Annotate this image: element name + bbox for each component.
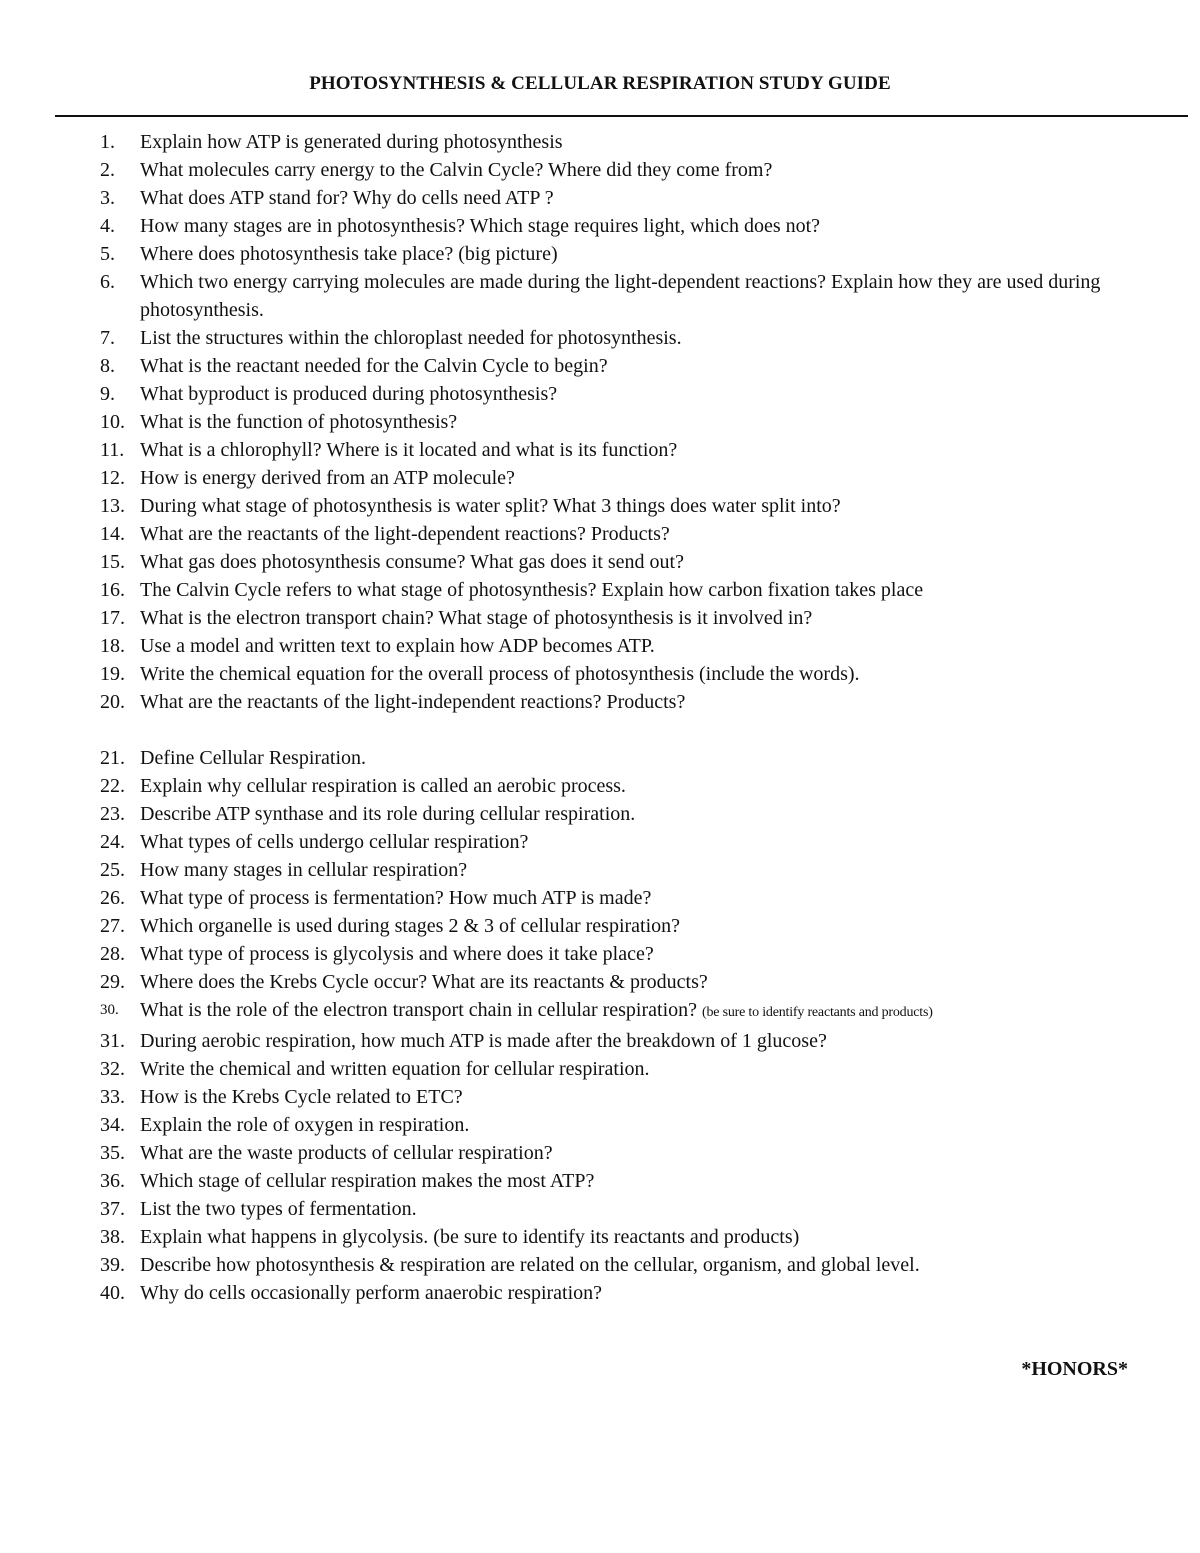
question-text: What are the waste products of cellular respiration? bbox=[140, 1142, 553, 1164]
honors-label: *HONORS* bbox=[1021, 1358, 1128, 1380]
question-list bbox=[100, 128, 1140, 1307]
question-item bbox=[100, 996, 1140, 1027]
question-item bbox=[100, 968, 1140, 996]
question-number: 6. bbox=[100, 271, 115, 293]
question-text: How is the Krebs Cycle related to ETC? bbox=[140, 1086, 463, 1108]
question-text: Describe how photosynthesis & respiration are related on the cellular, organism, and global level. bbox=[140, 1254, 920, 1276]
question-number: 16. bbox=[100, 579, 125, 601]
question-text: How is energy derived from an ATP molecule? bbox=[140, 467, 515, 489]
question-item bbox=[100, 856, 1140, 884]
respiration-section bbox=[100, 744, 1140, 1307]
question-number: 26. bbox=[100, 887, 125, 909]
question-number: 23. bbox=[100, 803, 125, 825]
question-main-text: What is the role of the electron transport chain in cellular respiration? bbox=[140, 999, 703, 1021]
page-title: PHOTOSYNTHESIS & CELLULAR RESPIRATION STUDY GUIDE bbox=[309, 73, 891, 94]
question-item bbox=[100, 352, 1140, 380]
question-number: 4. bbox=[100, 215, 115, 237]
question-number: 33. bbox=[100, 1086, 125, 1108]
question-item bbox=[100, 604, 1140, 632]
question-item bbox=[100, 492, 1140, 520]
question-text: During aerobic respiration, how much ATP is made after the breakdown of 1 glucose? bbox=[140, 1030, 827, 1052]
question-number: 15. bbox=[100, 551, 125, 573]
question-text: Explain how ATP is generated during photosynthesis bbox=[140, 131, 563, 153]
question-number: 40. bbox=[100, 1282, 125, 1304]
question-text: Explain the role of oxygen in respiration. bbox=[140, 1114, 470, 1136]
question-number: 31. bbox=[100, 1030, 125, 1052]
question-number: 27. bbox=[100, 915, 125, 937]
question-number: 29. bbox=[100, 971, 125, 993]
question-number: 20. bbox=[100, 691, 125, 713]
question-item bbox=[100, 1139, 1140, 1167]
question-text: List the two types of fermentation. bbox=[140, 1198, 417, 1220]
question-item bbox=[100, 1279, 1140, 1307]
question-item bbox=[100, 184, 1140, 212]
question-number: 36. bbox=[100, 1170, 125, 1192]
question-item bbox=[100, 772, 1140, 800]
question-item bbox=[100, 884, 1140, 912]
question-text: Describe ATP synthase and its role during cellular respiration. bbox=[140, 803, 636, 825]
question-text: Which organelle is used during stages 2 & 3 of cellular respiration? bbox=[140, 915, 681, 937]
question-number: 37. bbox=[100, 1198, 125, 1220]
question-text: What types of cells undergo cellular respiration? bbox=[140, 831, 529, 853]
title-divider bbox=[55, 115, 1188, 117]
question-item bbox=[100, 1083, 1140, 1111]
question-item bbox=[100, 576, 1140, 604]
question-number: 17. bbox=[100, 607, 125, 629]
question-number: 3. bbox=[100, 187, 115, 209]
question-number: 14. bbox=[100, 523, 125, 545]
question-item bbox=[100, 660, 1140, 688]
question-text: Why do cells occasionally perform anaerobic respiration? bbox=[140, 1282, 603, 1304]
question-text: What molecules carry energy to the Calvin Cycle? Where did they come from? bbox=[140, 159, 773, 181]
question-number: 2. bbox=[100, 159, 115, 181]
question-number: 32. bbox=[100, 1058, 125, 1080]
question-item bbox=[100, 380, 1140, 408]
question-number: 22. bbox=[100, 775, 125, 797]
photosynthesis-section bbox=[100, 128, 1140, 716]
question-number: 39. bbox=[100, 1254, 125, 1276]
question-item bbox=[100, 744, 1140, 772]
question-item bbox=[100, 912, 1140, 940]
question-text: What is the function of photosynthesis? bbox=[140, 411, 458, 433]
question-item bbox=[100, 1055, 1140, 1083]
question-item bbox=[100, 1251, 1140, 1279]
question-number: 13. bbox=[100, 495, 125, 517]
question-item bbox=[100, 240, 1140, 268]
question-item bbox=[100, 688, 1140, 716]
question-item bbox=[100, 828, 1140, 856]
question-text: Write the chemical equation for the overall process of photosynthesis (include the words). bbox=[140, 663, 860, 685]
question-item bbox=[100, 800, 1140, 828]
question-note: (be sure to identify reactants and products) bbox=[702, 1005, 933, 1020]
question-text: List the structures within the chloroplast needed for photosynthesis. bbox=[140, 327, 682, 349]
question-number: 28. bbox=[100, 943, 125, 965]
question-number: 35. bbox=[100, 1142, 125, 1164]
question-item bbox=[100, 1027, 1140, 1055]
question-item bbox=[100, 324, 1140, 352]
question-text: What type of process is fermentation? How much ATP is made? bbox=[140, 887, 652, 909]
question-item bbox=[100, 128, 1140, 156]
question-number: 24. bbox=[100, 831, 125, 853]
question-item bbox=[100, 1223, 1140, 1251]
question-number: 25. bbox=[100, 859, 125, 881]
question-text: How many stages in cellular respiration? bbox=[140, 859, 468, 881]
question-item bbox=[100, 520, 1140, 548]
question-text: Define Cellular Respiration. bbox=[140, 747, 367, 769]
question-text: Which stage of cellular respiration makes the most ATP? bbox=[140, 1170, 595, 1192]
question-text: Where does the Krebs Cycle occur? What are its reactants & products? bbox=[140, 971, 708, 993]
question-number: 7. bbox=[100, 327, 115, 349]
question-item bbox=[100, 632, 1140, 660]
question-number: 38. bbox=[100, 1226, 125, 1248]
question-item bbox=[100, 156, 1140, 184]
question-text: What does ATP stand for? Why do cells need ATP ? bbox=[140, 187, 554, 209]
question-number: 30. bbox=[100, 1002, 119, 1018]
question-text: What gas does photosynthesis consume? What gas does it send out? bbox=[140, 551, 684, 573]
question-text bbox=[140, 996, 1140, 1027]
question-number: 1. bbox=[100, 131, 115, 153]
question-number: 11. bbox=[100, 439, 125, 461]
question-number: 8. bbox=[100, 355, 115, 377]
question-text: What byproduct is produced during photosynthesis? bbox=[140, 383, 558, 405]
question-number: 10. bbox=[100, 411, 125, 433]
question-text: The Calvin Cycle refers to what stage of photosynthesis? Explain how carbon fixation takes place bbox=[140, 579, 924, 601]
question-item bbox=[100, 212, 1140, 240]
question-number: 5. bbox=[100, 243, 115, 265]
question-text: What is the electron transport chain? What stage of photosynthesis is it involved in? bbox=[140, 607, 813, 629]
question-text: During what stage of photosynthesis is water split? What 3 things does water split into? bbox=[140, 495, 841, 517]
question-number: 19. bbox=[100, 663, 125, 685]
section-spacer bbox=[100, 716, 1140, 744]
question-item bbox=[100, 268, 1140, 324]
question-item bbox=[100, 436, 1140, 464]
question-text: Explain why cellular respiration is called an aerobic process. bbox=[140, 775, 626, 797]
question-number: 34. bbox=[100, 1114, 125, 1136]
question-text: What is a chlorophyll? Where is it located and what is its function? bbox=[140, 439, 678, 461]
question-text: Write the chemical and written equation for cellular respiration. bbox=[140, 1058, 650, 1080]
question-text: How many stages are in photosynthesis? Which stage requires light, which does not? bbox=[140, 215, 821, 237]
question-text: Use a model and written text to explain how ADP becomes ATP. bbox=[140, 635, 655, 657]
question-item bbox=[100, 548, 1140, 576]
question-item bbox=[100, 1195, 1140, 1223]
question-item bbox=[100, 408, 1140, 436]
question-number: 18. bbox=[100, 635, 125, 657]
question-number: 12. bbox=[100, 467, 125, 489]
question-number: 21. bbox=[100, 747, 125, 769]
question-item bbox=[100, 1111, 1140, 1139]
question-text: What are the reactants of the light-independent reactions? Products? bbox=[140, 691, 686, 713]
question-number: 9. bbox=[100, 383, 115, 405]
question-text: What is the reactant needed for the Calvin Cycle to begin? bbox=[140, 355, 608, 377]
question-item bbox=[100, 464, 1140, 492]
question-item bbox=[100, 940, 1140, 968]
question-text: What are the reactants of the light-dependent reactions? Products? bbox=[140, 523, 670, 545]
question-text: Where does photosynthesis take place? (big picture) bbox=[140, 243, 558, 265]
question-text: Explain what happens in glycolysis. (be sure to identify its reactants and products) bbox=[140, 1226, 800, 1248]
question-item bbox=[100, 1167, 1140, 1195]
question-text: What type of process is glycolysis and where does it take place? bbox=[140, 943, 654, 965]
question-text: Which two energy carrying molecules are made during the light-dependent reactions? Explain how they are used during photosynthesis. bbox=[140, 271, 1101, 321]
